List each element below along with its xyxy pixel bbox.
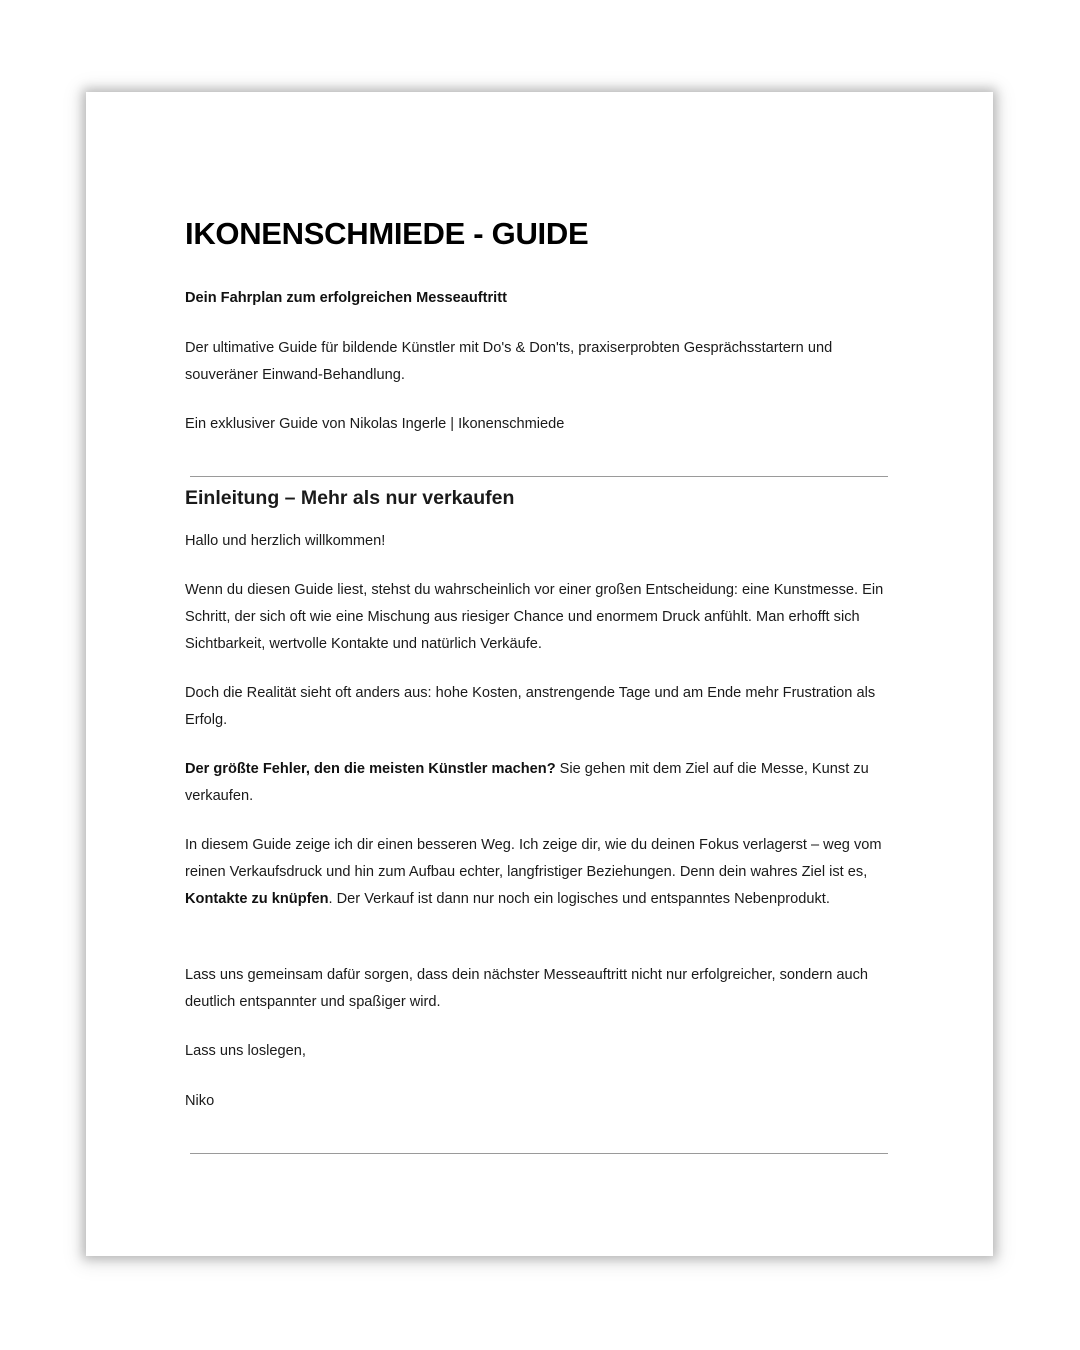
document-page xyxy=(86,92,993,1256)
intro-paragraph-3-emphasis: Der größte Fehler, den die meisten Künstler machen? xyxy=(185,761,556,777)
intro-paragraph-5: Lass uns gemeinsam dafür sorgen, dass dein nächster Messeauftritt nicht nur erfolgreicher, sondern auch deutlich entspannter und spaßiger wird. xyxy=(185,967,869,1010)
document-byline: Ein exklusiver Guide von Nikolas Ingerle | Ikonenschmiede xyxy=(185,416,565,432)
section-heading-intro: Einleitung – Mehr als nur verkaufen xyxy=(185,487,515,509)
intro-paragraph-2: Doch die Realität sieht oft anders aus: hohe Kosten, anstrengende Tage und am Ende mehr Frustration als Erfolg. xyxy=(185,685,876,728)
divider-bottom xyxy=(190,1153,888,1154)
intro-paragraph-4-emphasis: Kontakte zu knüpfen xyxy=(185,891,329,907)
document-description: Der ultimative Guide für bildende Künstler mit Do's & Don'ts, praxiserprobten Gesprächsstartern und souveräner Einwand-Behandlung. xyxy=(185,340,833,383)
document-title: IKONENSCHMIEDE - GUIDE xyxy=(185,216,589,251)
document-subtitle: Dein Fahrplan zum erfolgreichen Messeauftritt xyxy=(185,290,507,306)
intro-paragraph-4-end: . Der Verkauf ist dann nur noch ein logisches und entspanntes Nebenprodukt. xyxy=(328,891,830,907)
intro-greeting: Hallo und herzlich willkommen! xyxy=(185,533,386,549)
intro-closing: Lass uns loslegen, xyxy=(185,1043,306,1059)
intro-paragraph-4 xyxy=(185,832,893,913)
intro-paragraph-1: Wenn du diesen Guide liest, stehst du wahrscheinlich vor einer großen Entscheidung: eine Kunstmesse. Ein Schritt, der sich oft wie eine Mischung aus riesiger Chance und enormem Druck anfühlt. Man erhofft sich Sichtbarkeit, wertvolle Kontakte und natürlich Verkäufe. xyxy=(185,582,884,652)
intro-paragraph-3-text: Sie gehen mit dem Ziel auf die Messe, Kunst zu verkaufen. xyxy=(185,761,869,804)
divider-top xyxy=(190,476,888,477)
intro-paragraph-4-start: In diesem Guide zeige ich dir einen besseren Weg. Ich zeige dir, wie du deinen Fokus verlagerst – weg vom reinen Verkaufsdruck und hin zum Aufbau echter, langfristiger Beziehungen. Denn dein wahres Ziel ist es, xyxy=(185,837,882,880)
intro-signature: Niko xyxy=(185,1093,215,1109)
intro-paragraph-3 xyxy=(185,756,893,810)
